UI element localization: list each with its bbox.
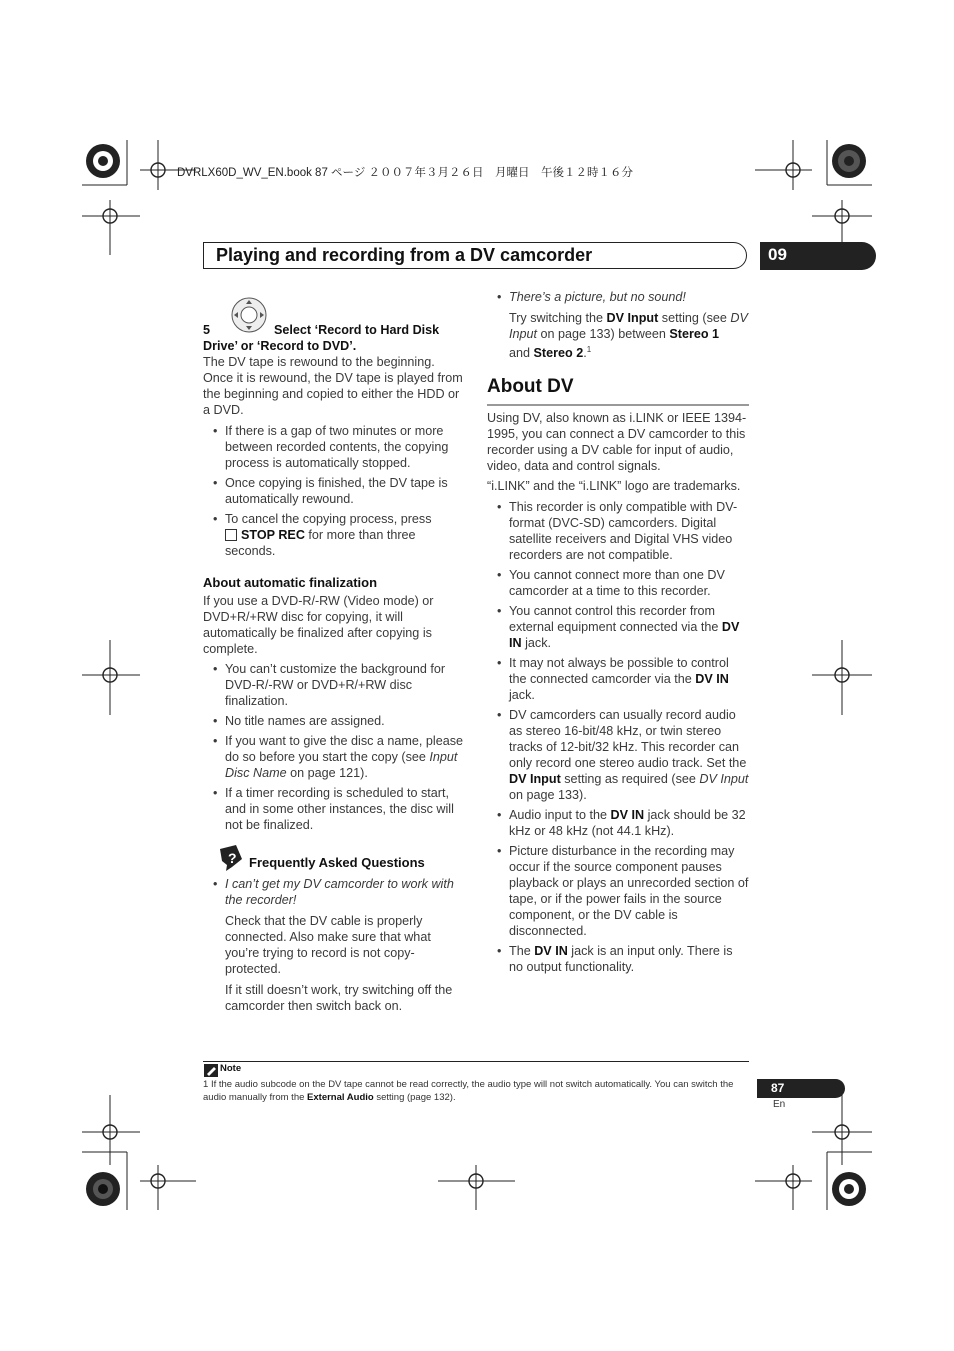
chapter-title-bar xyxy=(203,242,747,269)
bullet-timer: • If a timer recording is scheduled to start, and in some other instances, the disc will not be finalized. xyxy=(203,785,465,833)
bullet-disturbance: • Picture disturbance in the recording may occur if the source component pauses playback or plays an unrecorded section of tape, or if the power fails in the source component, or the DV cable is disconnected. xyxy=(487,843,749,939)
about-dv-intro: Using DV, also known as i.LINK or IEEE 1394-1995, you can connect a DV camcorder to this recorder using a DV cable for input of audio, video, data and control signals. xyxy=(487,411,747,473)
bullet-no-control: • You cannot control this recorder from external equipment connected via the DV IN jack. xyxy=(487,603,749,651)
bullet-one-camcorder: • You cannot connect more than one DV camcorder at a time to this recorder. xyxy=(487,567,749,599)
right-column-body xyxy=(487,410,749,975)
step-title-2: Drive’ or ‘Record to DVD’. xyxy=(203,339,357,353)
print-header: DVRLX60D_WV_EN.book 87 ページ ２００７年３月２６日 月曜日 午後１２時１６分 xyxy=(177,167,634,179)
note-rule xyxy=(203,1061,749,1062)
note-icon xyxy=(204,1064,218,1077)
bullet-gap: • If there is a gap of two minutes or more between recorded contents, the copying process is automatically stopped. xyxy=(203,423,465,471)
bullet-compat: • This recorder is only compatible with DV-format (DVC-SD) camcorders. Digital satellite receivers and Digital VHS video recorders are not compatible. xyxy=(487,499,749,563)
bullet-cancel: • To cancel the copying process, press STOP REC for more than three seconds. xyxy=(203,511,465,559)
bullet-input-only: • The DV IN jack is an input only. There is no output functionality. xyxy=(487,943,749,975)
faq-answer-3: Try switching the DV Input setting (see DV Input on page 133) between Stereo 1 and Stereo 2.$^1$ xyxy=(509,311,748,361)
step-title-1: Select ‘Record to Hard Disk xyxy=(274,323,440,337)
faq-answer-2: If it still doesn’t work, try switching off the camcorder then switch back on. xyxy=(225,983,453,1013)
note-text: 1 If the audio subcode on the DV tape cannot be read correctly, the audio type will not switch automatically. You can switch the audio manually from the External Audio setting (page 132). xyxy=(203,1079,734,1103)
faq-question-2: • There’s a picture, but no sound! xyxy=(487,289,749,305)
step-number: 5 xyxy=(203,323,211,337)
stop-rec-key: STOP REC xyxy=(241,528,305,542)
bullet-no-title: • No title names are assigned. xyxy=(203,713,465,729)
right-column-top xyxy=(487,289,749,361)
bullet-disc-name: • If you want to give the disc a name, please do so before you start the copy (see Input Disc Name on page 121). xyxy=(203,733,465,781)
faq-icon xyxy=(218,845,244,871)
faq-answer-1: Check that the DV cable is properly connected. Also make sure that what you’re trying to record is not copy-protected. xyxy=(225,914,431,976)
page-lang: En xyxy=(773,1099,786,1110)
finalize-heading: About automatic finalization xyxy=(203,575,378,590)
trademark-note: “i.LINK” and the “i.LINK” logo are trademarks. xyxy=(487,479,741,493)
section-title: About DV xyxy=(487,376,574,397)
chapter-number: 09 xyxy=(768,245,787,264)
footnote-ref[interactable]: 1 xyxy=(586,345,592,354)
bullet-audio-input: • Audio input to the DV IN jack should be 32 kHz or 48 kHz (not 44.1 kHz). xyxy=(487,807,749,839)
faq-question-1: • I can’t get my DV camcorder to work with the recorder! xyxy=(203,876,465,908)
chapter-tab xyxy=(760,242,876,270)
bullet-rewound: • Once copying is finished, the DV tape is automatically rewound. xyxy=(203,475,465,507)
stop-rec-key-icon xyxy=(225,529,237,541)
chapter-title: Playing and recording from a DV camcorder xyxy=(216,245,593,265)
faq-heading: Frequently Asked Questions xyxy=(249,855,425,870)
svg-text:?: ? xyxy=(228,850,237,866)
bullet-audio-format: • DV camcorders can usually record audio as stereo 16-bit/48 kHz, or twin stereo tracks of 12-bit/32 kHz. This recorder can only record one stereo audio track. Set the DV Input setting as required (see DV Input on page 133). xyxy=(487,707,749,803)
finalize-intro: If you use a DVD-R/-RW (Video mode) or DVD+R/+RW disc for copying, it will automatically be finalized after copying is complete. xyxy=(203,594,434,656)
note-label: Note xyxy=(220,1063,242,1074)
section-heading-bar xyxy=(487,376,749,406)
page-number-tab xyxy=(757,1079,845,1098)
step-intro: The DV tape is rewound to the beginning. Once it is rewound, the DV tape is played from the beginning and copied to either the HDD or a DVD. xyxy=(203,355,463,417)
page-number: 87 xyxy=(771,1081,785,1095)
bullet-background: • You can’t customize the background for DVD-R/-RW or DVD+R/+RW disc finalization. xyxy=(203,661,465,709)
bullet-control-camcorder: • It may not always be possible to control the connected camcorder via the DV IN jack. xyxy=(487,655,749,703)
